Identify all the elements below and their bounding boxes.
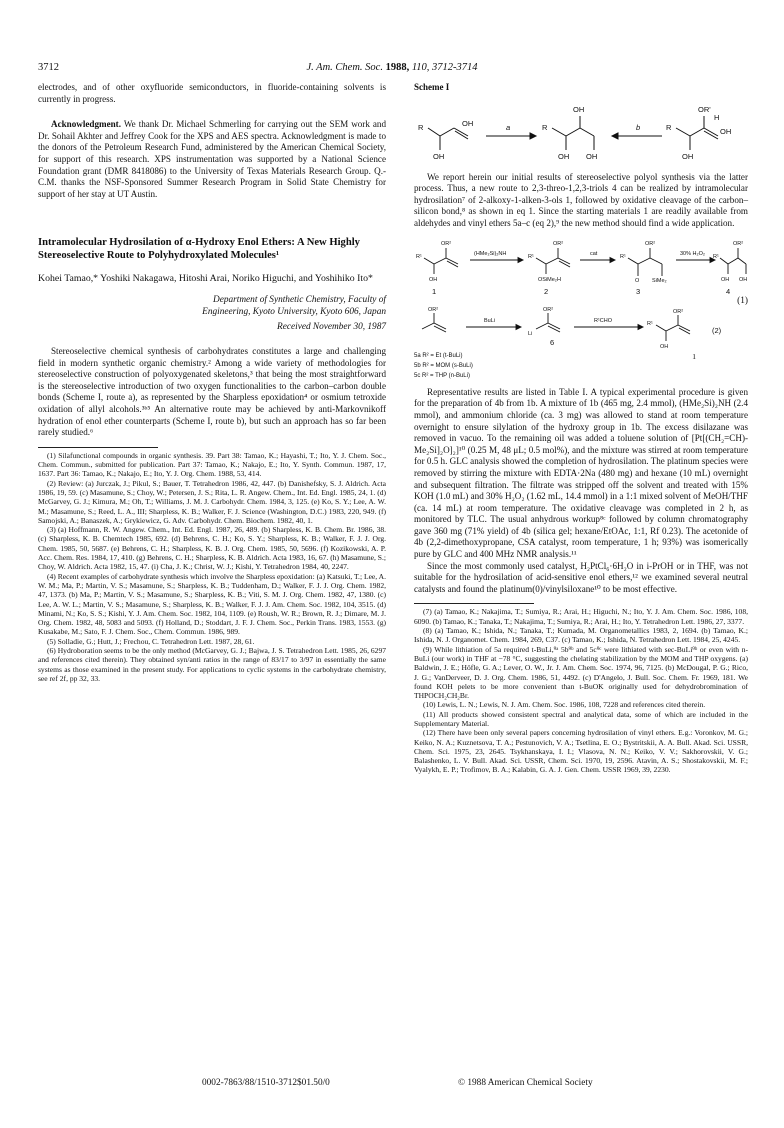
- eq1-o-label: O: [635, 277, 640, 284]
- catalyst-paragraph: Since the most commonly used catalyst, H₂PtCl₆·6H₂O in i-PrOH or in THF, was not suitable for the hydrosilation of acid-sensitive enol ethers,¹² we examined several neutral catalysts and found the platinum(0)/vinylsiloxane¹⁰ to be most effective.: [414, 560, 748, 594]
- eq1-r1-label: R¹: [620, 253, 626, 260]
- footnote: (11) All products showed consistent spectral and analytical data, some of which are included in the Supplementary Material.: [414, 709, 748, 728]
- acknowledgment-text: We thank Dr. Michael Schmerling for carrying out the SEM work and Dr. Sohail Akhter and Jeffrey Cook for the XPS and AES spectra. Acknowledgment is made to the donors of the Petroleum Research Fund, administered by the American Chemical Society, for support of this research. XPS instrumentation was supported by a National Science Foundation grant (DMR 8418086) to the University of Texas Materials Research Group. Q.-C.M. thanks the NSF-Sponsored Summer Research Program in Solid State Chemistry for support of her stay at UT Austin.: [38, 119, 386, 199]
- left-column: [38, 82, 386, 683]
- scheme-r-label: R: [542, 122, 548, 132]
- eq1-r1-label: R¹: [713, 253, 719, 260]
- eq1-oh-label: OH: [739, 276, 748, 283]
- footnote: (1) Silafunctional compounds in organic synthesis. 39. Part 38: Tamao, K.; Hayashi, T.; Ito, Y. J. Chem. Soc., Chem. Commun., submitted for publication. Part 37: Tamao, K.; Nakajo, E.; Ito, Y. Synth. Commun. 1987, 17, 1637. Part 36: Tamao, K.; Nakajo, E.; Ito, Y. J. Org. Chem. 1988, 53, 414.: [38, 450, 386, 479]
- scheme-oh-label: OH: [573, 104, 585, 114]
- eq1-oh-label: OH: [429, 276, 438, 283]
- footnote-rule: [414, 603, 534, 604]
- footnote: (4) Recent examples of carbohydrate synthesis which involve the Sharpless epoxidation: (a) Katsuki, T.; Lee, A. W. M.; Ma, P.; Martin, V. S.; Masamune, S.; Sharpless, K. B.; Tuddenham, D.; Walker, F. J. J. Org. Chem. 1982, 47, 1373. (b) Ma, P.; Martin, V. S.; Masamune, S.; Sharpless, K. B.; Viti, S. M. J. Org. Chem. 1982, 47, 1380. (c) Lee, A. W. L.; Martin, V. S.; Masamune, S.; Sharpless, K. B.; Walker, F. J. J. Am. Chem. Soc. 1982, 104, 3515. (d) Minami, N.; Ko, S. S.; Kishi, Y. J. Am. Chem. Soc. 1982, 104, 1109. (e) Roush, W. R.; Brown, R. J.; Dimare, M. J. Org. Chem. 1982, 48, 5083 and 5093. (f) Holland, D.; Stoddart, J. F. J. Chem. Soc., Perkin Trans. 1983, 1553. (g) Kusakabe, M.; Sato, F. J. Chem. Soc., Chem. Commun. 1986, 989.: [38, 571, 386, 637]
- eq1-or2-label: OR²: [645, 240, 656, 247]
- journal-citation: [38, 62, 746, 73]
- page-number: 3712: [38, 62, 59, 73]
- page-header: [38, 62, 746, 78]
- scheme-route-a: a: [506, 122, 511, 132]
- eq2-or2-label: OR²: [543, 307, 554, 314]
- footnote-rule: [38, 447, 158, 448]
- article-title: Intramolecular Hydrosilation of α-Hydroxy Enol Ethers: A New Highly Stereoselective Route to Polyhydroxylated Molecules¹: [38, 237, 360, 262]
- eq2-oh-label: OH: [660, 344, 669, 351]
- footnote: (7) (a) Tamao, K.; Nakajima, T.; Sumiya, R.; Arai, H.; Higuchi, N.; Ito, Y. J. Am. Chem. Soc. 1986, 108, 6090. (b) Tamao, K.; Tanaka, T.; Nakajima, T.; Sumiya, R.; Arai, H.; Ito, Y. Tetrahedron Lett. 1986, 27, 3377.: [414, 607, 748, 626]
- equation-2-number: (2): [712, 326, 722, 336]
- eq2-compound-6: 6: [550, 338, 555, 348]
- affiliation: [38, 295, 386, 319]
- scheme-or-label: OR': [698, 104, 711, 114]
- journal-volume-pages: 110, 3712-3714: [411, 62, 478, 73]
- scheme-1-diagram: [414, 96, 748, 168]
- right-footnotes: [414, 607, 748, 774]
- eq1-compound-4: 4: [726, 286, 731, 296]
- results-intro-paragraph: We report herein our initial results of stereoselective polyol synthesis via the latter process. Thus, a new route to 2,3-threo-1,2,3-triols 4 can be realized by intramolecular hydrosilation⁷ of 2-alkoxy-1-alken-3-ols 1, followed by oxidative cleavage of the carbon–silicon bond,⁸ as shown in eq 1. Since the starting materials 1 are readily available from aldehydes and vinyl ethers 5a–c (eq 2),⁹ the new method should find a wide application.: [414, 171, 748, 228]
- affiliation-line-2: Engineering, Kyoto University, Kyoto 606, Japan: [202, 306, 386, 317]
- eq1-r1-label: R¹: [528, 253, 534, 260]
- footnote: (10) Lewis, L. N.; Lewis, N. J. Am. Chem. Soc. 1986, 108, 7228 and references cited therein.: [423, 700, 706, 710]
- eq1-reagent-h2o2: 30% H₂O₂: [680, 250, 706, 257]
- scheme-oh-label: OH: [720, 126, 732, 136]
- footnote: (6) Hydroboration seems to be the only method (McGarvey, G. J.; Bajwa, J. S. Tetrahedron Lett. 1985, 26, 6297 and references cited therein). They obtained syn/anti ratios in the range of 83/17 to 3/97 in essentially the same systems as those examined in the present study. For applications to cyclic systems in the carbohydrate chemistry, see ref 2f, pp 32, 33.: [38, 646, 386, 683]
- equation-2-diagram: [414, 305, 748, 351]
- journal-name: J. Am. Chem. Soc.: [306, 62, 383, 73]
- eq1-compound-3: 3: [636, 286, 641, 296]
- eq2-li-label: Li: [528, 331, 533, 338]
- left-footnotes: [38, 451, 386, 683]
- scheme-oh-label: OH: [558, 151, 570, 161]
- eq1-or2-label: OR²: [553, 240, 564, 247]
- right-column: [414, 82, 748, 775]
- eq1-compound-2: 2: [544, 286, 549, 296]
- eq1-or2-label: OR²: [733, 240, 744, 247]
- vinyl-ether-5a: 5a R² = Et (t-BuLi): [414, 353, 463, 360]
- scheme-r-label: R: [418, 122, 424, 132]
- footnote: (2) Review: (a) Jurczak, J.; Pikul, S.; Bauer, T. Tetrahedron 1986, 42, 447. (b) Danishefsky, S. J. Aldrich. Acta 1986, 19, 59. (c) Masamune, S.; Choy, W.; Petersen, J. S.; Rita, L. R. Angew. Chem., Int. Ed. Engl. 1985, 24, 1. (d) McGarvey, G. J.; Kimura, M.; Oh, T.; Williams, J. M. J. Carbohydr. Chem. 1984, 3, 125. (e) Ko, S. Y.; Lee, A. W. M.; Masamune, S.; Reed, L. A., III; Sharpless, K. B.; Walker, F. J. Science (Washington, D.C.) 1983, 220, 949. (f) Samojski, A.; Banaszek, A.; Grykiewicz, G. Adv. Carbohydr. Chem. Biochem. 1982, 40, 1.: [38, 478, 386, 525]
- equation-1-number: (1): [737, 295, 748, 306]
- vinyl-ether-5c: 5c R² = THP (n-BuLi): [414, 373, 470, 380]
- eq2-or2-label: OR²: [673, 309, 684, 316]
- acknowledgment: [38, 119, 386, 200]
- acknowledgment-label: Acknowledgment.: [51, 119, 121, 130]
- article-code: 0002-7863/88/1510-3712$01.50/0: [202, 1078, 330, 1088]
- eq1-reagent-silazane: (HMe₂Si)₂NH: [474, 250, 507, 257]
- eq1-sime2-label: SiMe₂: [652, 277, 667, 284]
- vinyl-ether-5b: 5b R² = MOM (s-BuLi): [414, 363, 473, 370]
- footnote: (8) (a) Tamao, K.; Ishida, N.; Tanaka, T.; Kumada, M. Organometallics 1983, 2, 1694. (b) Tamao, K.; Ishida, N. J. Organomet. Chem. 1984, 269, C37. (c) Tamao, K.; Ishida, N. Tetrahedron Lett. 1984, 25, 4245.: [414, 626, 748, 645]
- article-body-intro: Stereoselective chemical synthesis of carbohydrates constitutes a large and challenging field in modern synthetic organic chemistry.² Among a wide variety of methodologies for stereoselective construction of polyoxygenated skeletons,³ that being the most straightforward is the stereoselective introduction of two oxygen functionalities to the carbon–carbon double bonds (Scheme I, route a), as represented by the Sharpless epoxidation⁴ or osmium tetroxide oxidation of allyl alcohols.³ᵇ⁵ An alternative route may be achieved by anti-Markovnikoff hydration of enol ether counterparts (Scheme I, route b), but such an approach has so far been rarely studied.⁶: [38, 346, 386, 438]
- footnote: (12) There have been only several papers concerning hydrosilation of vinyl ethers. E.g.: Voronkov, M. G.; Keiko, N. A.; Kuznetsova, T. A.; Pestunovich, V. A.; Tsetlina, E. O.; Bystritskii, A. A. Bull. Akad. Sci. USSR, Chem. Sci. 1975, 23, 2645. Tsykhanskaya, I. I.; Vlasova, N. N.; Keiko, V. V.; Sakhorovskii, V. G.; Balashenko, L. V. Bull. Akad. Sci. USSR, Chem. Sci. 1970, 19, 2596. Atavin, A. S.; Shostakovskii, M. F.; Vyalykh, E. P.; Trofimov, B. A.; Kalabin, G. A. J. Gen. Chem. USSR 1969, 39, 2230.: [414, 728, 748, 775]
- eq2-r1-label: R¹: [647, 321, 653, 328]
- eq1-reagent-cat: cat: [590, 250, 598, 257]
- eq1-r1-label: R¹: [416, 253, 422, 260]
- equation-1-diagram: [414, 236, 748, 300]
- eq2-reagent-aldehyde: R¹CHO: [594, 318, 613, 325]
- scheme-h-label: H: [714, 112, 720, 122]
- footnote: (9) While lithiation of 5a required t-BuLi,⁹ᵃ 5b⁹ᵇ and 5c⁹ᶜ were lithiated with sec-BuLi⁹ᵇ or even with n-BuLi (our work) in THF at −78 °C, suggesting the chelating stabilization by the MOM and THP oxygens. (a) Baldwin, J. E.; Höfle, G. A.; Lever, O. W., Jr. J. Am. Chem. Soc. 1974, 96, 7125. (b) McDougal, P. G.; Rico, J. G.; VanDerveer, D. J. Org. Chem. 1986, 51, 4492. (c) D'Angelo, J. Bull. Soc. Chem. Fr. 1969, 181. We found KOH pelets to be more convenient than t-BuOK originally used for dehydrobromination of THPOCH₂CH₂Br.: [414, 644, 748, 701]
- footnote: (3) (a) Hoffmann, R. W. Angew. Chem., Int. Ed. Engl. 1987, 26, 489. (b) Sharpless, K. B. Chem. Br. 1986, 38. (c) Sharpless, K. B. Chemtech 1985, 692. (d) Behrens, C. H.; Ko, S. Y.; Sharpless, K. B.; Walker, F. J. J. Org. Chem. 1985, 50, 5687. (e) Behrens, C. H.; Sharpless, K. B. J. Org. Chem. 1985, 50, 5696. (f) Kozikowski, A. P. Acc. Chem. Res. 1984, 17, 410. (g) Behrens, C. H.; Sharpless, K. B. Aldrich. Acta 1983, 16, 67. (h) Masamune, S.; Choy, W. Aldrich. Acta 1982, 15, 47. (i) Cha, J. K.; Christ, W. J.; Kishi, Y. Tetrahedron 1984, 40, 2247.: [38, 525, 386, 572]
- scheme-route-b: b: [636, 122, 641, 132]
- eq2-or2-label: OR²: [428, 307, 439, 314]
- received-date: Received November 30, 1987: [277, 322, 386, 333]
- eq1-compound-1: 1: [432, 286, 437, 296]
- copyright: © 1988 American Chemical Society: [458, 1078, 593, 1088]
- eq2-reagent-buli: BuLi: [484, 318, 496, 325]
- eq1-oh-label: OH: [721, 276, 730, 283]
- experimental-paragraph: Representative results are listed in Table I. A typical experimental procedure is given for the preparation of 4b from 1b. A mixture of 1b (465 mg, 2.4 mmol), (HMe₂Si)₂NH (2.4 mmol), and ammonium chloride (ca. 3 mg) was allowed to stand at room temperature overnight to ensure silylation of the hydroxy group in 1b. The excess disilazane was removed in vacuo. To the remaining oil was added a toluene solution of [Pt[(CH₂=CH)-Me₂Si]₂O]₂]¹⁰ (0.25 M, 48 μL; 0.5 mol%), and the mixture was stirred at room temperature for 0.5 h. GLC analysis showed the completion of hydrosilation. The platinum species were removed by stirring the mixture with EDTA·2Na (480 mg) and hexane (10 mL) overnight and subsequent filtration. The filtrate was stripped off the solvent and treated with 15% KOH (1.0 mL) and 30% H₂O₂ (1.62 mL, 14.4 mmol) in a 1:1 mixed solvent of MeOH/THF (ca. 14 mL) at room temperature. The oxidative cleavage was completed in 2 h, as monitored by TLC. The usual anhydrous workup⁸ᶜ followed by column chromatography gave 360 mg (71% yield) of 4b (silica gel; hexane/EtOAc, 1:1, Rf 0.23). The acetonide of 4b (2,2-dimethoxypropane, CSA catalyst, room temperature, 1 h; 93%) was isomerically pure by GLC and 400 MHz NMR analysis.¹¹: [414, 386, 748, 560]
- scheme-oh-label: OH: [586, 151, 598, 161]
- article-authors: Kohei Tamao,* Yoshiki Nakagawa, Hitoshi Arai, Noriko Higuchi, and Yoshihiko Ito*: [38, 273, 373, 285]
- scheme-oh-label: OH: [433, 151, 445, 161]
- previous-article-ending: electrodes, and of other oxyfluoride semiconductors, in fluoride-containing solvents is currently in progress.: [38, 82, 386, 104]
- eq1-or2-label: OR²: [441, 240, 452, 247]
- scheme-oh-label: OH: [682, 151, 694, 161]
- eq1-osime2h-label: OSiMe₂H: [538, 276, 561, 283]
- scheme-oh-label: OH: [462, 118, 474, 128]
- scheme-title: Scheme I: [414, 82, 450, 92]
- footnote: (5) Solladie, G.; Hutt, J.; Frechou, C. Tetrahedron Lett. 1987, 28, 61.: [47, 636, 255, 646]
- affiliation-line-1: Department of Synthetic Chemistry, Faculty of: [213, 294, 386, 305]
- scheme-r-label: R: [666, 122, 672, 132]
- journal-year: 1988,: [385, 62, 410, 73]
- eq2-compound-1: 1: [692, 352, 696, 362]
